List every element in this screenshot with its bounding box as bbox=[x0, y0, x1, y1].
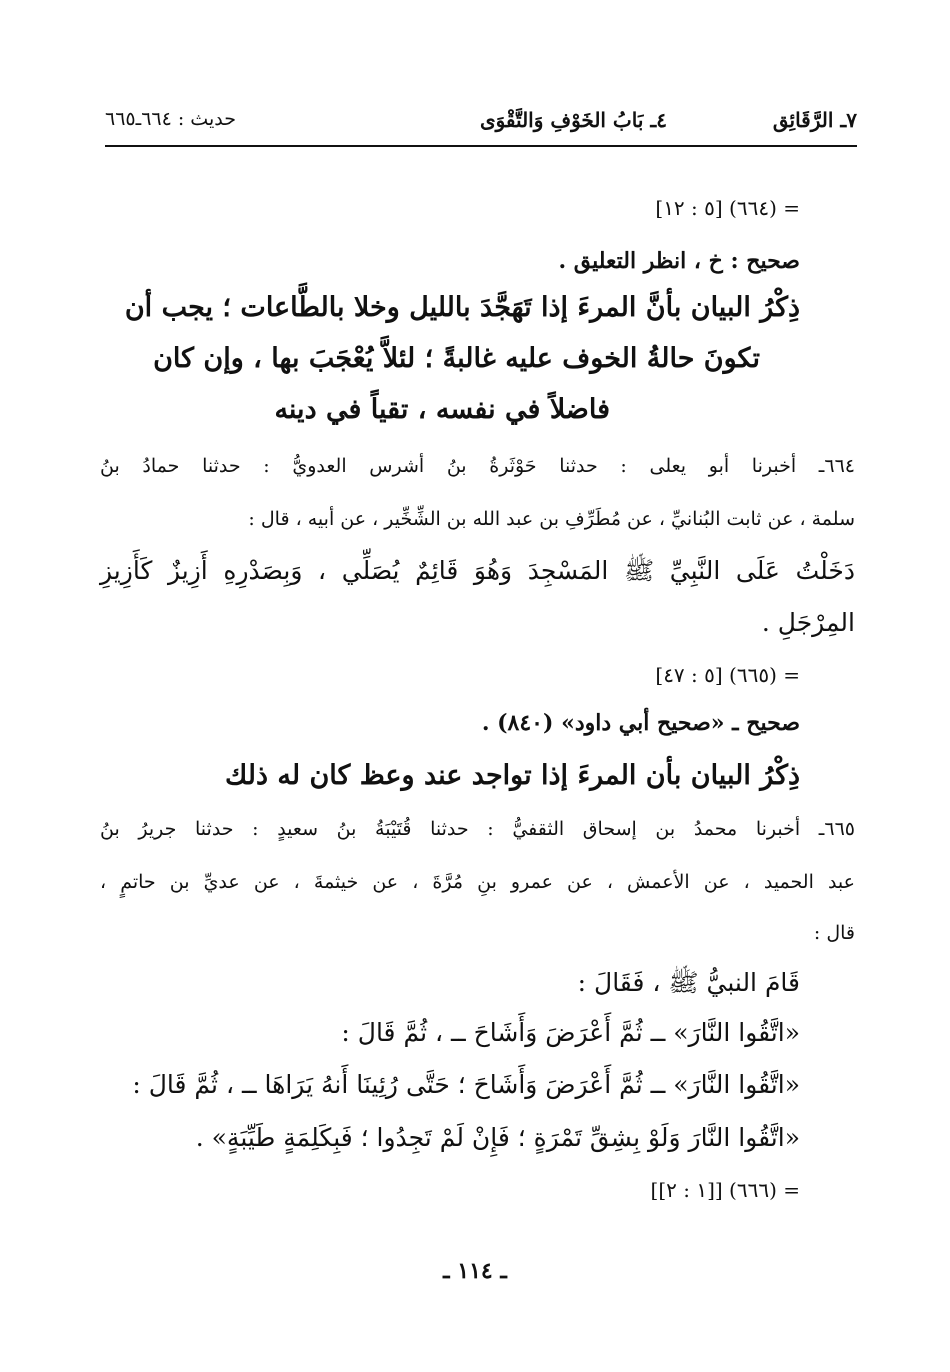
chapter-heading-line-2: تكونَ حالةُ الخوف عليه غالبةً ؛ لئلاَّ يُعْجَبَ بها ، وإن كان bbox=[153, 343, 760, 374]
hadith-665-text-line-3: «اتَّقُوا النَّارَ» ــ ثُمَّ أَعْرَضَ وَأَشَاحَ ؛ حَتَّى رُئِينَا أَنهُ يَرَاهَا ــ ، ثُمَّ قَالَ : bbox=[132, 1070, 800, 1099]
reference-666: = (٦٦٦) [[١ : ٢]] bbox=[650, 1178, 800, 1202]
hadith-665-text-line-4: «اتَّقُوا النَّارَ وَلَوْ بِشِقِّ تَمْرَةٍ ؛ فَإِنْ لَمْ تَجِدُوا ؛ فَبِكَلِمَةٍ طَيِّبَةٍ» . bbox=[195, 1123, 800, 1152]
grade-664: صحيح : خ ، انظر التعليق . bbox=[558, 248, 800, 274]
isnad-665-line-1: ٦٦٥ـ أخبرنا محمدُ بن إسحاق الثقفيُّ : حدثنا قُتَيْبَةُ بنُ سعيدٍ : حدثنا جريرُ بنُ bbox=[100, 818, 855, 840]
chapter-title: ٧ـ الرَّقَائِق bbox=[772, 108, 857, 132]
header-rule bbox=[105, 145, 857, 147]
page-number: ـ ١١٤ ـ bbox=[443, 1258, 507, 1284]
isnad-665-line-3: قال : bbox=[813, 922, 855, 944]
hadith-664-text-line-2: المِرْجَلِ . bbox=[761, 608, 855, 637]
isnad-665-line-2: عبد الحميد ، عن الأعمش ، عن عمرو بنِ مُرَّةَ ، عن خيثمةَ ، عن عديِّ بن حاتمٍ ، bbox=[100, 871, 855, 893]
chapter-heading-line-1: ذِكْرُ البيان بأنَّ المرءَ إذا تَهَجَّدَ بالليل وخلا بالطَّاعات ؛ يجب أن bbox=[124, 292, 800, 323]
hadith-664-text-line-1: دَخَلْتُ عَلَى النَّبِيِّ ﷺ المَسْجِدَ وَهُوَ قَائِمٌ يُصَلِّي ، وَبِصَدْرِهِ أَزِيزٌ كَأَزِيزِ bbox=[100, 556, 855, 585]
isnad-664-line-1: ٦٦٤ـ أخبرنا أبو يعلى : حدثنا حَوْثَرةُ بنُ أشرس العدويُّ : حدثنا حمادُ بنُ bbox=[100, 455, 855, 477]
hadith-range: حديث : ٦٦٤ـ٦٦٥ bbox=[105, 108, 236, 130]
hadith-665-text-line-1: قَامَ النبيُّ ﷺ ، فَقَالَ : bbox=[577, 968, 800, 997]
running-header bbox=[105, 108, 857, 148]
chapter-heading-line-3: فاضلاً في نفسه ، تقياً في دينه bbox=[274, 394, 610, 425]
section-title: ٤ـ بَابُ الخَوْفِ وَالتَّقْوَى bbox=[479, 108, 667, 132]
hadith-665-text-line-2: «اتَّقُوا النَّارَ» ــ ثُمَّ أَعْرَضَ وَأَشَاحَ ــ ، ثُمَّ قَالَ : bbox=[341, 1018, 800, 1047]
reference-665: = (٦٦٥) [٥ : ٤٧] bbox=[655, 663, 800, 687]
isnad-664-line-2: سلمة ، عن ثابت البُنانيِّ ، عن مُطَرِّفِ بن عبد الله بن الشِّخِّير ، عن أبيه ، قال : bbox=[248, 508, 855, 530]
reference-664: = (٦٦٤) [٥ : ١٢] bbox=[655, 196, 800, 220]
grade-665: صحيح ـ «صحيح أبي داود» (٨٤٠) . bbox=[481, 710, 800, 736]
chapter-heading-2: ذِكْرُ البيان بأن المرءَ إذا تواجد عند وعظ كان له ذلك bbox=[224, 760, 800, 791]
